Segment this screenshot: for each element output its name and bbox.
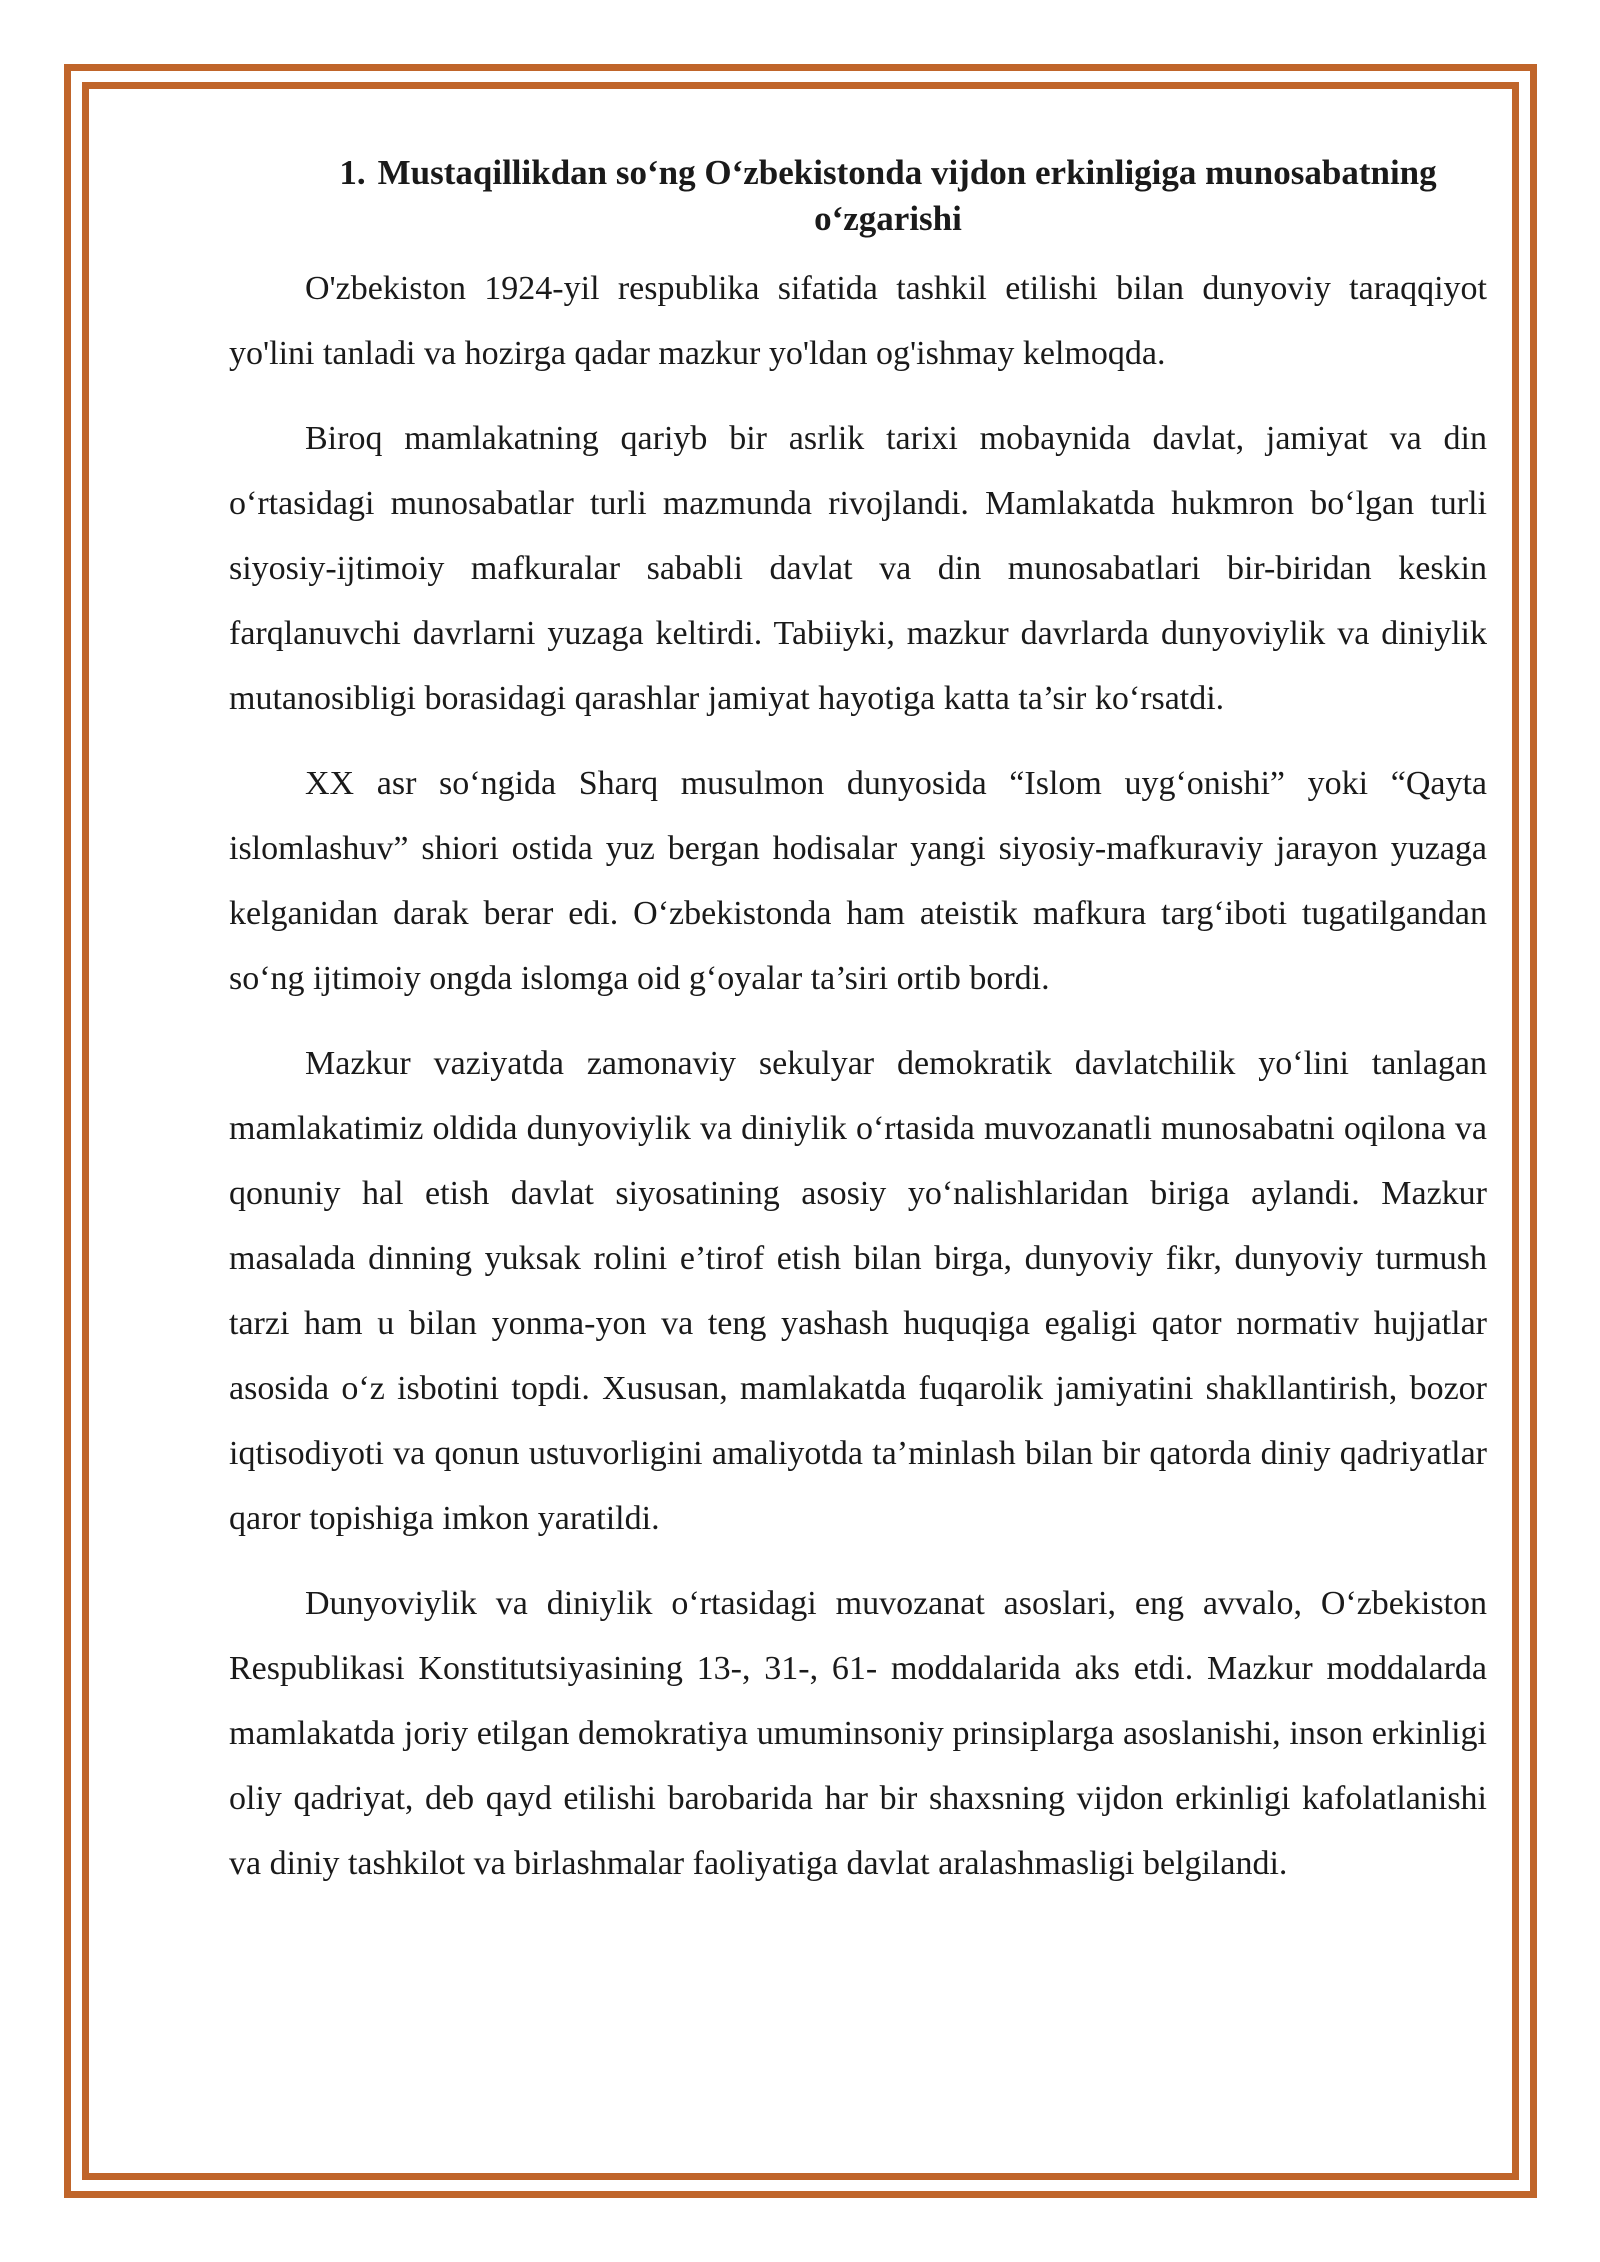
paragraph-3: XX asr so‘ngida Sharq musulmon dunyosida “Islom uyg‘onishi” yoki “Qayta islomlashuv” shiori ostida yuz bergan hodisalar yangi siyosiy-mafkuraviy jarayon yuzaga kelganidan darak berar edi. O‘zbekistonda ham ateistik mafkura targ‘iboti tugatilgandan so‘ng ijtimoiy ongda islomga oid g‘oyalar ta’siri ortib bordi. — [229, 765, 1487, 997]
paragraph-1: O'zbekiston 1924-yil respublika sifatida tashkil etilishi bilan dunyoviy taraqqiyot yo'lini tanladi va hozirga qadar mazkur yo'ldan og'ishmay kelmoqda. — [229, 270, 1487, 372]
paragraph-5: Dunyoviylik va diniylik o‘rtasidagi muvozanat asoslari, eng avvalo, O‘zbekiston Respublikasi Konstitutsiyasining 13-, 31-, 61- moddalarida aks etdi. Mazkur moddalarda mamlakatda joriy etilgan demokratiya umuminsoniy prinsiplarga asoslanishi, inson erkinligi oliy qadriyat, deb qayd etilishi barobarida har bir shaxsning vijdon erkinligi kafolatlanishi va diniy tashkilot va birlashmalar faoliyatiga davlat aralashmasligi belgilandi. — [229, 1585, 1487, 1882]
section-title: Mustaqillikdan so‘ng O‘zbekistonda vijdon erkinligiga munosabatning o‘zgarishi — [377, 153, 1437, 238]
paragraph-2: Biroq mamlakatning qariyb bir asrlik tarixi mobaynida davlat, jamiyat va din o‘rtasidagi munosabatlar turli mazmunda rivojlandi. Mamlakatda hukmron bo‘lgan turli siyosiy-ijtimoiy mafkuralar sababli davlat va din munosabatlari bir-biridan keskin farqlanuvchi davrlarni yuzaga keltirdi. Tabiiyki, mazkur davrlarda dunyoviylik va diniylik mutanosibligi borasidagi qarashlar jamiyat hayotiga katta ta’sir ko‘rsatdi. — [229, 420, 1487, 717]
section-heading — [229, 150, 1487, 242]
section-number: 1. — [339, 153, 366, 192]
document-body — [229, 150, 1487, 1916]
paragraph-4: Mazkur vaziyatda zamonaviy sekulyar demokratik davlatchilik yo‘lini tanlagan mamlakatimiz oldida dunyoviylik va diniylik o‘rtasida muvozanatli munosabatni oqilona va qonuniy hal etish davlat siyosatining asosiy yo‘nalishlaridan biriga aylandi. Mazkur masalada dinning yuksak rolini e’tirof etish bilan birga, dunyoviy fikr, dunyoviy turmush tarzi ham u bilan yonma-yon va teng yashash huquqiga egaligi qator normativ hujjatlar asosida o‘z isbotini topdi. Xususan, mamlakatda fuqarolik jamiyatini shakllantirish, bozor iqtisodiyoti va qonun ustuvorligini amaliyotda ta’minlash bilan bir qatorda diniy qadriyatlar qaror topishiga imkon yaratildi. — [229, 1045, 1487, 1537]
